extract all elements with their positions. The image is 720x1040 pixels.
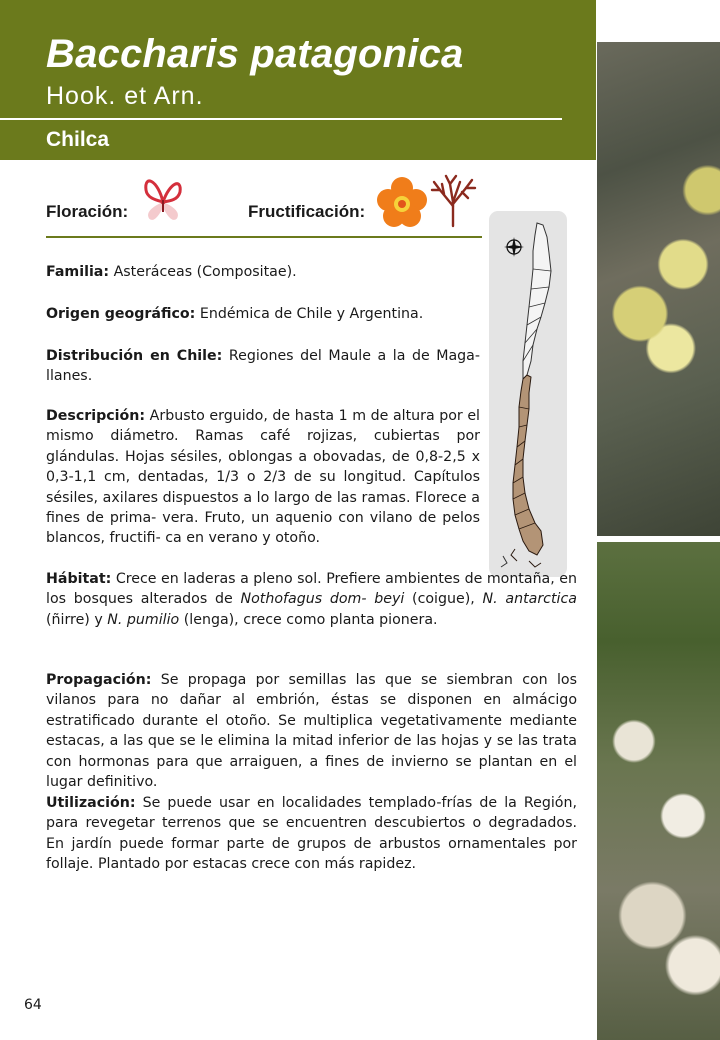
- title-banner: [0, 0, 596, 160]
- header-divider: [0, 118, 562, 120]
- scientific-name: Baccharis patagonica: [46, 32, 464, 76]
- shrub-habitat-photo: [597, 542, 720, 1040]
- distribution-map-box: [489, 211, 567, 577]
- compass-rose-icon: [504, 237, 524, 257]
- utilizacion-paragraph: Utilización: Se puede usar en localidades templado-frías de la Región, para revegetar terrenos que se encuentren descubiertos o degradados. En jardín puede formar parte de grupos de arbustos ornamentales por follaje. Plantado por estacas crece con más rapidez.: [46, 795, 577, 873]
- season-row: [46, 196, 482, 236]
- flowering-label: Floración:: [46, 202, 129, 221]
- author-citation: Hook. et Arn.: [46, 82, 204, 110]
- propagacion-paragraph: Propagación: Se propaga por semillas las que se siembran con los vilanos para no dañar al embrión, éstas se disponen en almácigo estratificado durante el otoño. Se multiplica vegetativamente mediante estacas, a las que se le elimina la mitad inferior de las hojas y se las trata con hormonas para que arraiguen, a fines de invierno se plantan en el lugar definitivo.: [46, 672, 577, 791]
- fruiting-label: Fructificación:: [248, 202, 366, 221]
- chile-distribution-map: [489, 211, 567, 577]
- familia-paragraph: Familia: Asteráceas (Compositae).: [46, 264, 297, 280]
- origen-paragraph: Origen geográfico: Endémica de Chile y Argentina.: [46, 306, 424, 322]
- page-number: 64: [24, 997, 42, 1013]
- habitat-paragraph: Hábitat: Crece en laderas a pleno sol. Prefiere ambientes de montaña, en los bosques alterados de Nothofagus dom- beyi (coigue), N. antarctica (ñirre) y N. pumilio (lenga), crece como planta pionera.: [46, 571, 578, 628]
- flower-icon: [376, 176, 428, 228]
- common-name: Chilca: [46, 128, 110, 151]
- flower-closeup-photo: [597, 42, 720, 536]
- distribucion-paragraph: Distribución en Chile: Regiones del Maule a la de Maga- llanes.: [46, 348, 480, 385]
- descripcion-paragraph: Descripción: Arbusto erguido, de hasta 1 m de altura por el mismo diámetro. Ramas café rojizas, cubiertas por glándulas. Hojas sésiles, oblongas a obovadas, de 0,8-2,5 x 0,3-1,1 cm, dentadas, 1/3 o 2/3 de su longitud. Capítulos sésiles, axilares dispuestos a lo largo de las ramas. Florece a fines de prima- vera. Fruto, un aquenio con vilano de pelos blancos, fructifi- ca en verano y otoño.: [46, 408, 480, 547]
- bare-tree-icon: [428, 172, 478, 228]
- season-divider: [46, 236, 482, 238]
- butterfly-icon: [140, 172, 186, 224]
